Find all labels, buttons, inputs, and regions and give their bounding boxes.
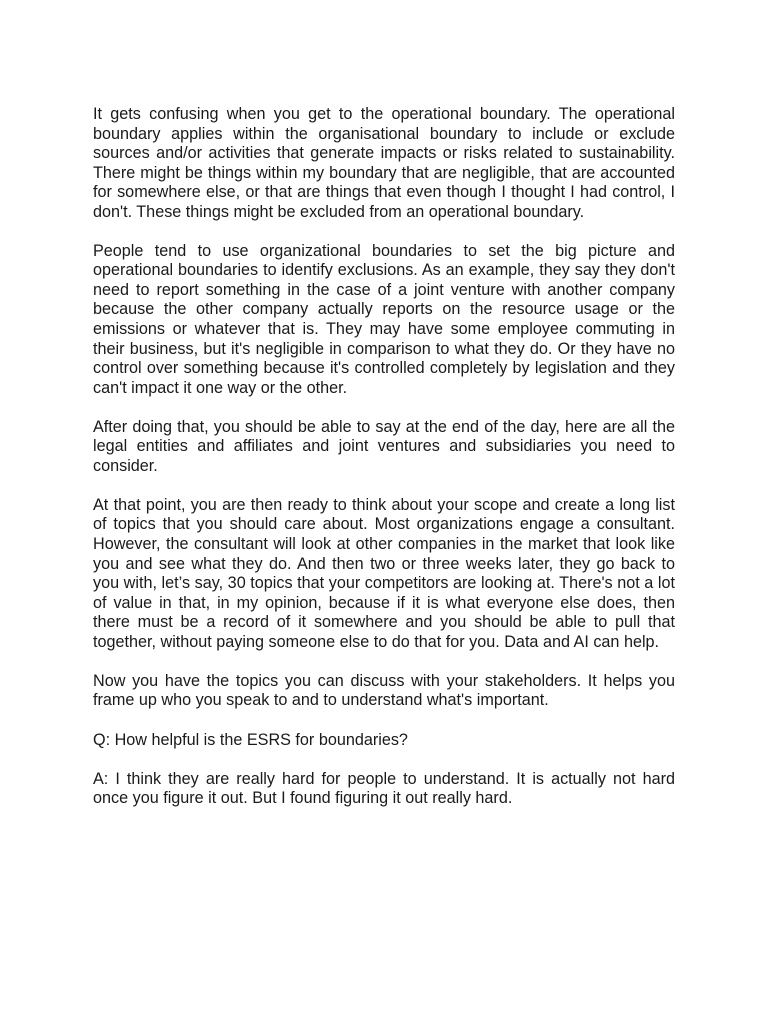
paragraph-scope-topics: At that point, you are then ready to think about your scope and create a long list of topics that you should care about. Most organizations engage a consultant. However, the consultant will look at other companies in the market that look like you and see what they do. And then two or three weeks later, they go back to you with, let’s say, 30 topics that your competitors are looking at. There's not a lot of value in that, in my opinion, because if it is what everyone else does, then there must be a record of it somewhere and you should be able to pull that together, without paying someone else to do that for you. Data and AI can help.: [93, 495, 675, 651]
paragraph-organizational-boundaries: People tend to use organizational boundaries to set the big picture and operational boundaries to identify exclusions. As an example, they say they don't need to report something in the case of a joint venture with another company because the other company actually reports on the resource usage or the emissions or whatever that is. They may have some employee commuting in their business, but it's negligible in comparison to what they do. Or they have no control over something because it's controlled completely by legislation and they can't impact it one way or the other.: [93, 241, 675, 397]
document-page: [93, 105, 675, 828]
question-esrs: Q: How helpful is the ESRS for boundaries?: [93, 730, 408, 749]
answer-esrs: A: I think they are really hard for people to understand. It is actually not hard once you figure it out. But I found figuring it out really hard.: [93, 769, 675, 808]
paragraph-operational-boundary: It gets confusing when you get to the operational boundary. The operational boundary applies within the organisational boundary to include or exclude sources and/or activities that generate impacts or risks related to sustainability. There might be things within my boundary that are negligible, that are accounted for somewhere else, or that are things that even though I thought I had control, I don't. These things might be excluded from an operational boundary.: [93, 105, 675, 221]
paragraph-legal-entities: After doing that, you should be able to say at the end of the day, here are all the legal entities and affiliates and joint ventures and subsidiaries you need to consider.: [93, 417, 675, 475]
paragraph-stakeholders: Now you have the topics you can discuss with your stakeholders. It helps you frame up who you speak to and to understand what's important.: [93, 671, 675, 710]
